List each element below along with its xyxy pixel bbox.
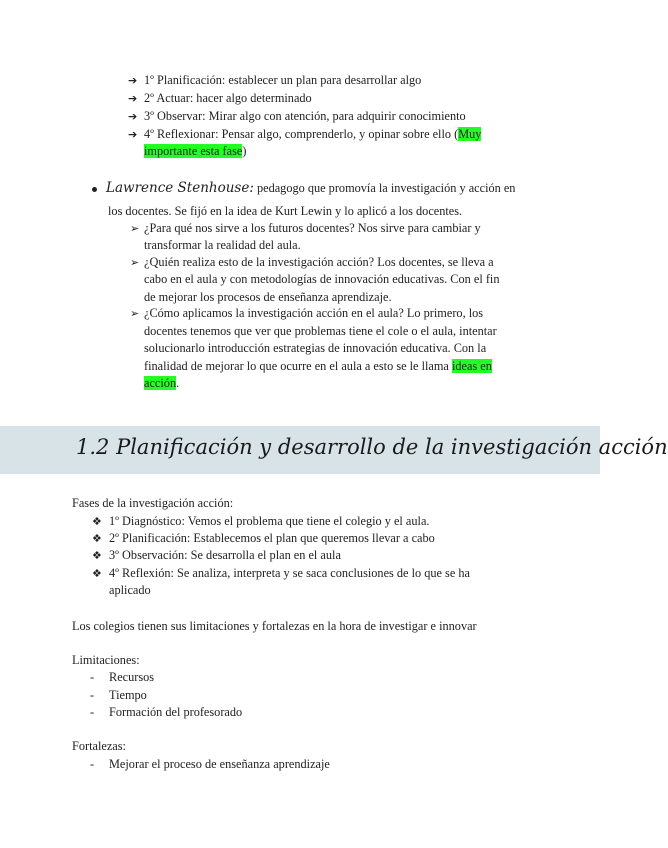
dash-bullet-icon: - [90, 757, 95, 771]
phase-3: 3º Observar: Mirar algo con atención, para adquirir conocimiento [144, 109, 466, 123]
arrow-icon: ➔ [128, 128, 138, 141]
limitacion-item: Recursos [109, 670, 155, 684]
colegios-statement: Los colegios tienen sus limitaciones y fortalezas en la hora de investigar e innovar [72, 619, 477, 633]
highlight-text: importante esta fase [144, 144, 243, 158]
triangle-arrow-icon: ➢ [130, 222, 140, 235]
q2-line-2: cabo en el aula y con metodologías de innovación educativas. Con el fin [144, 272, 500, 286]
highlight-text: Muy [458, 127, 482, 141]
diamond-bullet-icon: ❖ [92, 532, 102, 545]
dash-bullet-icon: - [90, 688, 95, 702]
phase-4-cont: importante esta fase) [144, 144, 247, 158]
arrow-icon: ➔ [128, 92, 138, 105]
fase-item-1: 1º Diagnóstico: Vemos el problema que tiene el colegio y el aula. [109, 514, 430, 528]
dash-bullet-icon: - [90, 705, 95, 719]
q3-line-4: finalidad de mejorar lo que ocurre en el aula a esto se le llama ideas en [144, 359, 492, 373]
stenhouse-line-2: los docentes. Se fijó en la idea de Kurt Lewin y lo aplicó a los docentes. [108, 204, 463, 218]
diamond-bullet-icon: ❖ [92, 549, 102, 562]
fase-item-2: 2º Planificación: Establecemos el plan que queremos llevar a cabo [109, 531, 435, 545]
fase-item-4: 4º Reflexión: Se analiza, interpreta y se saca conclusiones de lo que se ha [109, 566, 470, 580]
fortalezas-label: Fortalezas: [72, 739, 126, 753]
diamond-bullet-icon: ❖ [92, 515, 102, 528]
limitaciones-label: Limitaciones: [72, 653, 140, 667]
q3-line-1: ¿Cómo aplicamos la investigación acción en el aula? Lo primero, los [144, 306, 484, 320]
q2-line-1: ¿Quién realiza esto de la investigación acción? Los docentes, se lleva a [144, 255, 494, 269]
limitacion-item: Formación del profesorado [109, 705, 243, 719]
q1-line-2: transformar la realidad del aula. [144, 238, 301, 252]
fase-item-4-cont: aplicado [109, 583, 151, 597]
fases-intro: Fases de la investigación acción: [72, 496, 234, 510]
fase-item-3: 3º Observación: Se desarrolla el plan en el aula [109, 548, 341, 562]
arrow-icon: ➔ [128, 74, 138, 87]
phase-1: 1º Planificación: establecer un plan para desarrollar algo [144, 73, 422, 87]
dash-bullet-icon: - [90, 670, 95, 684]
arrow-icon: ➔ [128, 110, 138, 123]
bullet-icon [92, 187, 97, 192]
stenhouse-name: Lawrence Stenhouse: [106, 180, 254, 196]
q3-line-3: solucionarlo introducción estrategias de innovación educativa. Con la [144, 341, 487, 355]
limitacion-item: Tiempo [109, 688, 147, 702]
highlight-text: ideas en [451, 359, 492, 373]
triangle-arrow-icon: ➢ [130, 256, 140, 269]
highlight-text: acción [144, 376, 177, 390]
fortaleza-item: Mejorar el proceso de enseñanza aprendizaje [109, 757, 330, 771]
q2-line-3: de mejorar los procesos de enseñanza aprendizaje. [144, 290, 392, 304]
diamond-bullet-icon: ❖ [92, 567, 102, 580]
phase-4: 4º Reflexionar: Pensar algo, comprenderlo, y opinar sobre ello (Muy [144, 127, 482, 141]
q3-line-2: docentes tenemos que ver que problemas tiene el cole o el aula, intentar [144, 324, 497, 338]
stenhouse-line-1: Lawrence Stenhouse: pedagogo que promovía la investigación y acción en [106, 180, 516, 196]
section-title: 1.2 Planificación y desarrollo de la investigación acción [76, 435, 668, 459]
q1-line-1: ¿Para qué nos sirve a los futuros docentes? Nos sirve para cambiar y [144, 221, 481, 235]
q3-line-5: acción. [144, 376, 180, 390]
phase-2: 2º Actuar: hacer algo determinado [144, 91, 312, 105]
triangle-arrow-icon: ➢ [130, 307, 140, 320]
